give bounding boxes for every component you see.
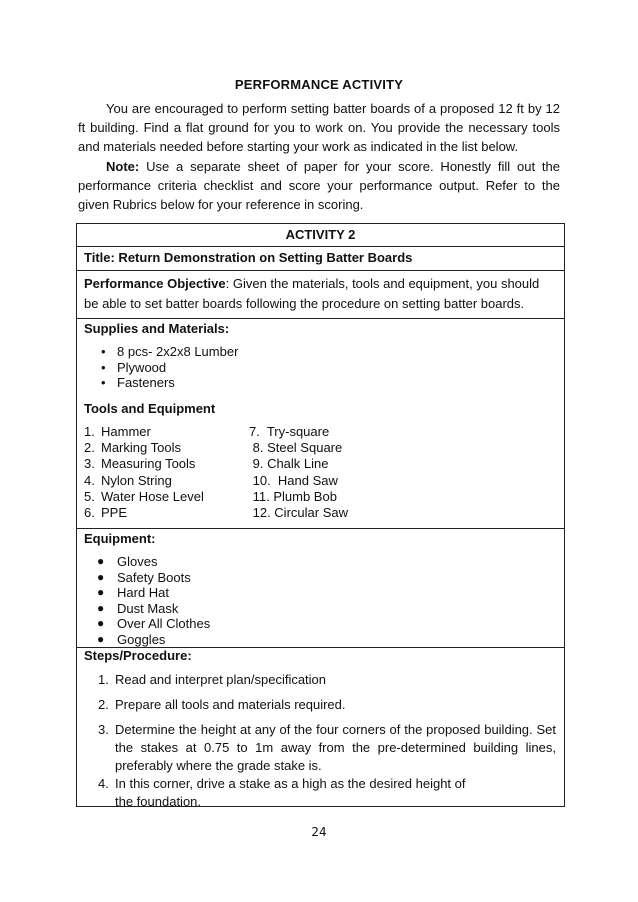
activity-table <box>76 223 565 807</box>
list-item: ● Dust Mask <box>97 600 179 616</box>
page-title: PERFORMANCE ACTIVITY <box>234 77 404 92</box>
row-divider <box>77 270 564 271</box>
equipment-section <box>77 530 564 648</box>
list-item: 1. Hammer <box>84 423 151 439</box>
tools-heading: Tools and Equipment <box>84 400 216 416</box>
list-item: 4. In this corner, drive a stake as a high as the desired height of the foundation. <box>98 776 466 809</box>
steps-heading: Steps/Procedure: <box>84 648 192 663</box>
list-item: • Fasteners <box>101 375 175 391</box>
activity-title: Title: Return Demonstration on Setting Batter Boards <box>84 250 413 265</box>
performance-objective <box>77 274 564 314</box>
list-item: 9. Chalk Line <box>249 456 329 472</box>
activity-label: ACTIVITY 2 <box>285 227 356 242</box>
list-item: 8. Steel Square <box>249 440 343 456</box>
intro-text: You are encouraged to perform setting batter boards of a proposed 12 ft by 12 ft building. Find a flat ground for you to work on. You provide the necessary tools and materials needed before starting your work as indicated in the list below. <box>78 101 560 154</box>
list-item: ● Over All Clothes <box>97 616 211 632</box>
tools-column-left <box>84 424 244 522</box>
objective-text: : Given the materials, tools and equipment, you should be able to set batter boards following the procedure on setting batter boards. <box>84 276 540 311</box>
list-item: 11. Plumb Bob <box>249 488 337 504</box>
supplies-list <box>77 344 564 391</box>
supplies-and-tools-section <box>77 320 564 522</box>
equipment-heading: Equipment: <box>84 531 156 546</box>
objective-label: Performance Objective <box>84 276 226 291</box>
note-paragraph <box>78 157 560 214</box>
list-item: 3. Measuring Tools <box>84 456 196 472</box>
supplies-heading: Supplies and Materials: <box>84 321 230 336</box>
row-divider <box>77 528 564 529</box>
equipment-list <box>77 554 564 648</box>
list-item: 4. Nylon String <box>84 472 172 488</box>
list-item: 12. Circular Saw <box>249 505 348 521</box>
list-item: 2. Prepare all tools and materials required. <box>98 697 346 712</box>
list-item: ● Safety Boots <box>97 569 191 585</box>
note-text: Use a separate sheet of paper for your score. Honestly fill out the performance criteria checklist and score your performance output. Refer to the given Rubrics below for your reference in scoring. <box>78 159 560 212</box>
list-item: • Plywood <box>101 359 167 375</box>
steps-list <box>77 671 564 811</box>
steps-section <box>77 647 564 811</box>
row-divider <box>77 318 564 319</box>
tools-list <box>77 424 564 522</box>
list-item: ● Goggles <box>97 631 166 647</box>
list-item: 7. Try-square <box>249 423 330 439</box>
page-number: 24 <box>311 825 327 839</box>
list-item: 3. Determine the height at any of the four corners of the proposed building. Set the stakes at 0.75 to 1m away from the pre-determined building lines, preferably where the grade stake is. <box>98 722 556 773</box>
note-label: Note: <box>106 159 140 174</box>
list-item: 6. PPE <box>84 505 128 521</box>
intro-paragraph <box>78 99 560 156</box>
list-item: 10. Hand Saw <box>249 472 338 488</box>
list-item: 5. Water Hose Level <box>84 488 204 504</box>
list-item: 1. Read and interpret plan/specification <box>98 672 327 687</box>
list-item: • 8 pcs- 2x2x8 Lumber <box>101 344 239 359</box>
list-item: 2. Marking Tools <box>84 440 181 456</box>
list-item: ● Hard Hat <box>97 585 170 601</box>
tools-column-right <box>249 424 409 522</box>
list-item: ● Gloves <box>97 554 158 569</box>
